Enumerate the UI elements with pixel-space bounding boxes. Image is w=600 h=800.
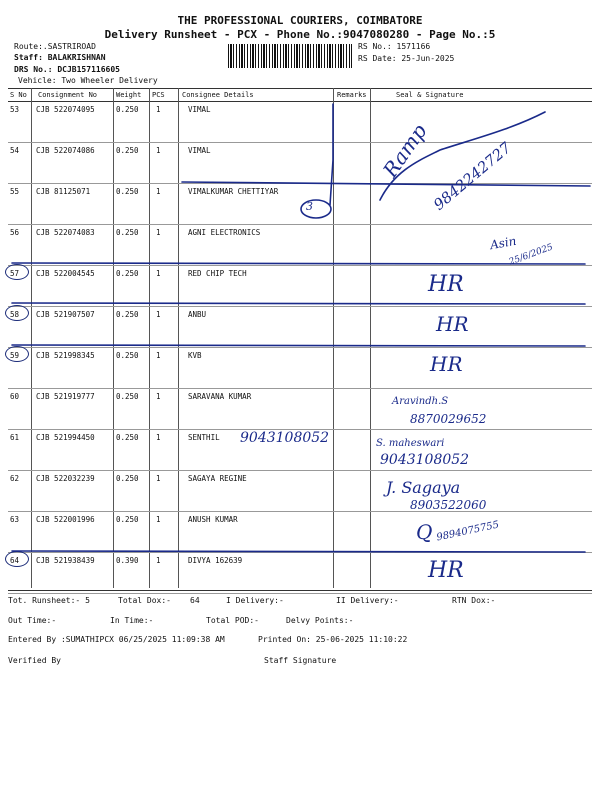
document-title: THE PROFESSIONAL COURIERS, COIMBATORE	[177, 14, 423, 27]
tot-runsheet: Tot. Runsheet:- 5	[8, 596, 90, 605]
hw-sig-58: HR	[436, 312, 469, 336]
row-consignee: RED CHIP TECH	[188, 269, 247, 278]
hw-sig-55-name: Ramp	[378, 119, 432, 182]
delvy-points-label: Delvy Points:-	[286, 616, 354, 625]
row-consignment: CJB 521919777	[36, 392, 95, 401]
row-weight: 0.250	[116, 474, 139, 483]
row-pcs: 1	[156, 269, 161, 278]
i-delivery-label: I Delivery:-	[226, 596, 284, 605]
row-consignee: DIVYA 162639	[188, 556, 243, 565]
row-pcs: 1	[156, 433, 161, 442]
row-consignment: CJB 521998345	[36, 351, 95, 360]
row-pcs: 1	[156, 556, 161, 565]
row-consignment: CJB 522004545	[36, 269, 95, 278]
hw-sig-56: Asin	[488, 233, 518, 253]
row-pcs: 1	[156, 474, 161, 483]
out-time-label: Out Time:-	[8, 616, 57, 625]
hw-sig-61-name: S. maheswari	[376, 438, 445, 449]
row-pcs: 1	[156, 515, 161, 524]
row-consignee: VIMAL	[188, 146, 211, 155]
row-weight: 0.250	[116, 228, 139, 237]
row-consignee: SARAVANA KUMAR	[188, 392, 252, 401]
entered-by: Entered By :SUMATHIPCX 06/25/2025 11:09:38 AM	[8, 635, 225, 644]
row-weight: 0.250	[116, 269, 139, 278]
row-pcs: 1	[156, 310, 161, 319]
hw-sig-63-phone: 9894075755	[435, 519, 501, 544]
hw-circled-count: 3	[306, 200, 313, 213]
col-seal-signature: Seal & Signature	[396, 91, 464, 99]
row-pcs: 1	[156, 351, 161, 360]
row-consignment: CJB 522001996	[36, 515, 95, 524]
ink-row-stroke	[12, 263, 585, 264]
total-dox-label: Total Dox:-	[118, 596, 171, 605]
row-sno: 62	[10, 474, 20, 483]
hw-sig-55-phone: 9842242727	[430, 138, 515, 214]
in-time-label: In Time:-	[110, 616, 154, 625]
row-weight: 0.250	[116, 515, 139, 524]
staff-signature: Staff Signature	[264, 656, 337, 665]
row-weight: 0.390	[116, 556, 139, 565]
row-pcs: 1	[156, 187, 161, 196]
col-sno: S No	[10, 91, 27, 99]
rs-number: RS No.: 1571166	[358, 42, 431, 51]
rtn-dox-label: RTN Dox:-	[452, 596, 496, 605]
row-sno: 57	[10, 269, 20, 278]
hw-sig-64: HR	[428, 558, 464, 583]
row-sno: 60	[10, 392, 20, 401]
total-pod-label: Total POD:-	[206, 616, 259, 625]
row-consignee: KVB	[188, 351, 202, 360]
hw-sig-62-name: J. Sagaya	[386, 478, 461, 497]
total-dox-value: 64	[190, 596, 200, 605]
route-label: Route:.SASTRIROAD	[14, 42, 96, 51]
ink-remarks-stroke	[330, 104, 333, 205]
row-consignee: ANUSH KUMAR	[188, 515, 238, 524]
row-weight: 0.250	[116, 310, 139, 319]
ink-row-stroke	[12, 551, 585, 552]
row-weight: 0.250	[116, 351, 139, 360]
row-consignment: CJB 521994450	[36, 433, 95, 442]
rs-date: RS Date: 25-Jun-2025	[358, 54, 455, 63]
table-bottom-rule	[8, 590, 592, 591]
staff-label: Staff: BALAKRISHNAN	[14, 53, 106, 62]
verified-by: Verified By	[8, 656, 61, 665]
col-remarks: Remarks	[337, 91, 367, 99]
ink-row-stroke	[12, 303, 585, 304]
row-consignee: SENTHIL	[188, 433, 220, 442]
row-consignment: CJB 521907507	[36, 310, 95, 319]
row-weight: 0.250	[116, 146, 139, 155]
row-consignee: AGNI ELECTRONICS	[188, 228, 261, 237]
hw-sig-57: HR	[428, 272, 464, 297]
hw-sig-60-phone: 8870029652	[410, 412, 487, 426]
col-consignment: Consignment No	[38, 91, 98, 99]
row-consignee: VIMALKUMAR CHETTIYAR	[188, 187, 279, 196]
document-subtitle: Delivery Runsheet - PCX - Phone No.:9047080280 - Page No.:5	[104, 28, 496, 41]
row-pcs: 1	[156, 105, 161, 114]
row-sno: 61	[10, 433, 20, 442]
hw-sig-56-date: 25/6/2025	[507, 242, 555, 268]
row-weight: 0.250	[116, 105, 139, 114]
row-sno: 59	[10, 351, 20, 360]
hw-sig-60-name: Aravindh.S	[392, 396, 449, 407]
row-sno: 56	[10, 228, 20, 237]
row-sno: 53	[10, 105, 20, 114]
col-consignee: Consignee Details	[182, 91, 254, 99]
row-consignment: CJB 522032239	[36, 474, 95, 483]
ii-delivery-label: II Delivery:-	[336, 596, 399, 605]
row-sno: 63	[10, 515, 20, 524]
row-pcs: 1	[156, 146, 161, 155]
row-consignment: CJB 522074086	[36, 146, 95, 155]
row-pcs: 1	[156, 228, 161, 237]
vehicle-label: Vehicle: Two Wheeler Delivery	[18, 76, 158, 85]
row-pcs: 1	[156, 392, 161, 401]
ink-row-stroke	[12, 345, 585, 346]
printed-on: Printed On: 25-06-2025 11:10:22	[258, 635, 408, 644]
hw-remark-61: 9043108052	[240, 430, 330, 446]
row-consignee: ANBU	[188, 310, 207, 319]
row-consignee: SAGAYA REGINE	[188, 474, 247, 483]
row-weight: 0.250	[116, 392, 139, 401]
hw-sig-59: HR	[430, 352, 463, 376]
row-sno: 58	[10, 310, 20, 319]
row-consignment: CJB 522074083	[36, 228, 95, 237]
row-sno: 64	[10, 556, 20, 565]
row-weight: 0.250	[116, 187, 139, 196]
hw-sig-61-phone: 9043108052	[380, 452, 470, 468]
row-sno: 54	[10, 146, 20, 155]
row-consignment: CJB 81125071	[36, 187, 91, 196]
hw-sig-62-phone: 8903522060	[410, 498, 487, 512]
row-weight: 0.250	[116, 433, 139, 442]
ink-bracket-stroke	[182, 182, 590, 186]
col-weight: Weight	[116, 91, 142, 99]
hw-sig-63-mark: Q	[416, 520, 433, 544]
row-consignee: VIMAL	[188, 105, 211, 114]
drs-label: DRS No.: DCJB157116605	[14, 65, 120, 74]
row-consignment: CJB 522074095	[36, 105, 95, 114]
col-pcs: PCS	[152, 91, 165, 99]
row-consignment: CJB 521938439	[36, 556, 95, 565]
row-sno: 55	[10, 187, 20, 196]
